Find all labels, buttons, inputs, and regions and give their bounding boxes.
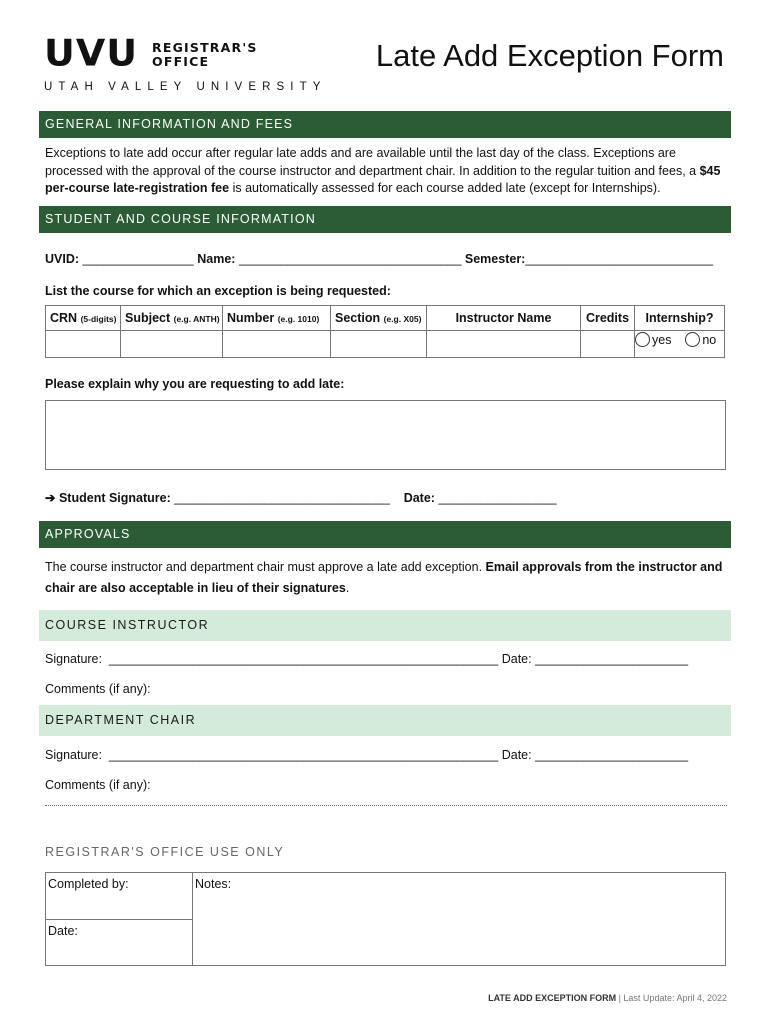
arrow-icon: ➔ [45, 491, 56, 505]
student-info-line [45, 252, 713, 266]
general-text-part1: Exceptions to late add occur after regular late adds and are available until the last day of the class. Exceptions are processed with the approval of the course instructor and department chair. In addition to the regular tuition and fees, a [45, 146, 700, 178]
student-course-heading: STUDENT AND COURSE INFORMATION [39, 206, 731, 233]
col-number-hint: (e.g. 1010) [277, 314, 320, 324]
approvals-text [45, 557, 729, 599]
instructor-date-field[interactable]: ______________________ [535, 652, 689, 666]
student-signature-field[interactable]: _______________________________ [174, 491, 390, 505]
course-table-header [46, 306, 725, 331]
col-internship [635, 306, 725, 331]
instructor-date-label: Date: [501, 652, 532, 666]
instructor-signature-label: Signature: [45, 652, 102, 666]
chair-signature-line [45, 748, 688, 762]
col-instructor [427, 306, 581, 331]
col-crn-hint: (5-digits) [80, 314, 117, 324]
col-subject-label: Subject [125, 311, 171, 325]
footer [488, 993, 727, 1003]
subject-cell[interactable] [121, 331, 223, 358]
col-number-label: Number [227, 311, 275, 325]
explain-textarea[interactable] [45, 400, 726, 470]
chair-date-label: Date: [501, 748, 532, 762]
student-signature-line [45, 490, 557, 505]
col-crn [46, 306, 121, 331]
crn-cell[interactable] [46, 331, 121, 358]
course-list-label: List the course for which an exception is being requested: [45, 284, 391, 298]
general-text-part2: is automatically assessed for each course added late (except for Internships). [229, 181, 661, 195]
number-cell[interactable] [223, 331, 331, 358]
logo-office-line2: OFFICE [152, 54, 210, 69]
approvals-text-part1: The course instructor and department chair must approve a late add exception. [45, 560, 486, 574]
form-title: Late Add Exception Form [375, 38, 724, 73]
internship-no-label: no [702, 333, 717, 347]
uvid-field[interactable]: ________________ [82, 252, 194, 266]
uvid-label: UVID: [45, 252, 80, 266]
student-signature-label: Student Signature: [58, 491, 171, 505]
approvals-text-part2: . [345, 581, 350, 595]
col-credits-label: Credits [585, 311, 630, 325]
completed-by-label: Completed by: [48, 877, 129, 891]
semester-label: Semester: [464, 252, 526, 266]
office-date-label: Date: [48, 924, 78, 938]
logo-university-name: UTAH VALLEY UNIVERSITY [44, 81, 327, 93]
office-left-column [46, 873, 193, 965]
student-date-field[interactable]: _________________ [438, 491, 557, 505]
chair-signature-field[interactable]: ________________________________________________________ [108, 748, 499, 762]
general-text-fee: $45 per-course late-registration fee [45, 163, 721, 195]
internship-cell [635, 331, 725, 358]
chair-comments-label: Comments (if any): [45, 778, 151, 792]
chair-date-field[interactable]: ______________________ [535, 748, 689, 762]
logo-office-line1: REGISTRAR'S [152, 40, 258, 55]
col-crn-label: CRN [50, 311, 78, 325]
completed-by-cell[interactable] [46, 873, 192, 920]
office-use-heading: REGISTRAR'S OFFICE USE ONLY [45, 845, 285, 859]
col-number [223, 306, 331, 331]
footer-separator: | [616, 993, 624, 1003]
credits-cell[interactable] [581, 331, 635, 358]
notes-label: Notes: [195, 877, 232, 891]
col-subject-hint: (e.g. ANTH) [173, 314, 220, 324]
col-instructor-label: Instructor Name [455, 311, 552, 325]
divider [45, 805, 727, 806]
general-info-text [45, 145, 729, 198]
footer-form-name: LATE ADD EXCEPTION FORM [488, 993, 617, 1003]
explain-label: Please explain why you are requesting to add late: [45, 377, 345, 391]
general-info-heading: GENERAL INFORMATION AND FEES [39, 111, 731, 138]
instructor-cell[interactable] [427, 331, 581, 358]
instructor-comments-label: Comments (if any): [45, 682, 151, 696]
name-field[interactable]: ________________________________ [238, 252, 462, 266]
semester-field[interactable]: ___________________________ [525, 252, 714, 266]
course-table-row [46, 331, 725, 358]
student-date-label: Date: [403, 491, 435, 505]
internship-yes-radio[interactable] [635, 332, 650, 347]
office-use-box [45, 872, 726, 966]
chair-signature-label: Signature: [45, 748, 102, 762]
course-table [45, 305, 725, 358]
approvals-text-email: Email approvals from the instructor and chair are also acceptable in lieu of their signatures [45, 560, 723, 595]
col-credits [581, 306, 635, 331]
instructor-heading: COURSE INSTRUCTOR [39, 610, 731, 641]
name-label: Name: [197, 252, 236, 266]
col-section [331, 306, 427, 331]
col-section-hint: (e.g. X05) [383, 314, 422, 324]
col-subject [121, 306, 223, 331]
col-section-label: Section [335, 311, 381, 325]
uvu-logo-mark: UVU [44, 32, 139, 74]
internship-yes-label: yes [652, 333, 672, 347]
instructor-signature-field[interactable]: ________________________________________________________ [108, 652, 499, 666]
col-internship-label: Internship? [645, 311, 714, 325]
internship-no-radio[interactable] [685, 332, 700, 347]
logo-office-text [152, 41, 258, 69]
footer-update: Last Update: April 4, 2022 [623, 993, 727, 1003]
section-cell[interactable] [331, 331, 427, 358]
chair-heading: DEPARTMENT CHAIR [39, 705, 731, 736]
approvals-heading: APPROVALS [39, 521, 731, 548]
instructor-signature-line [45, 652, 688, 666]
